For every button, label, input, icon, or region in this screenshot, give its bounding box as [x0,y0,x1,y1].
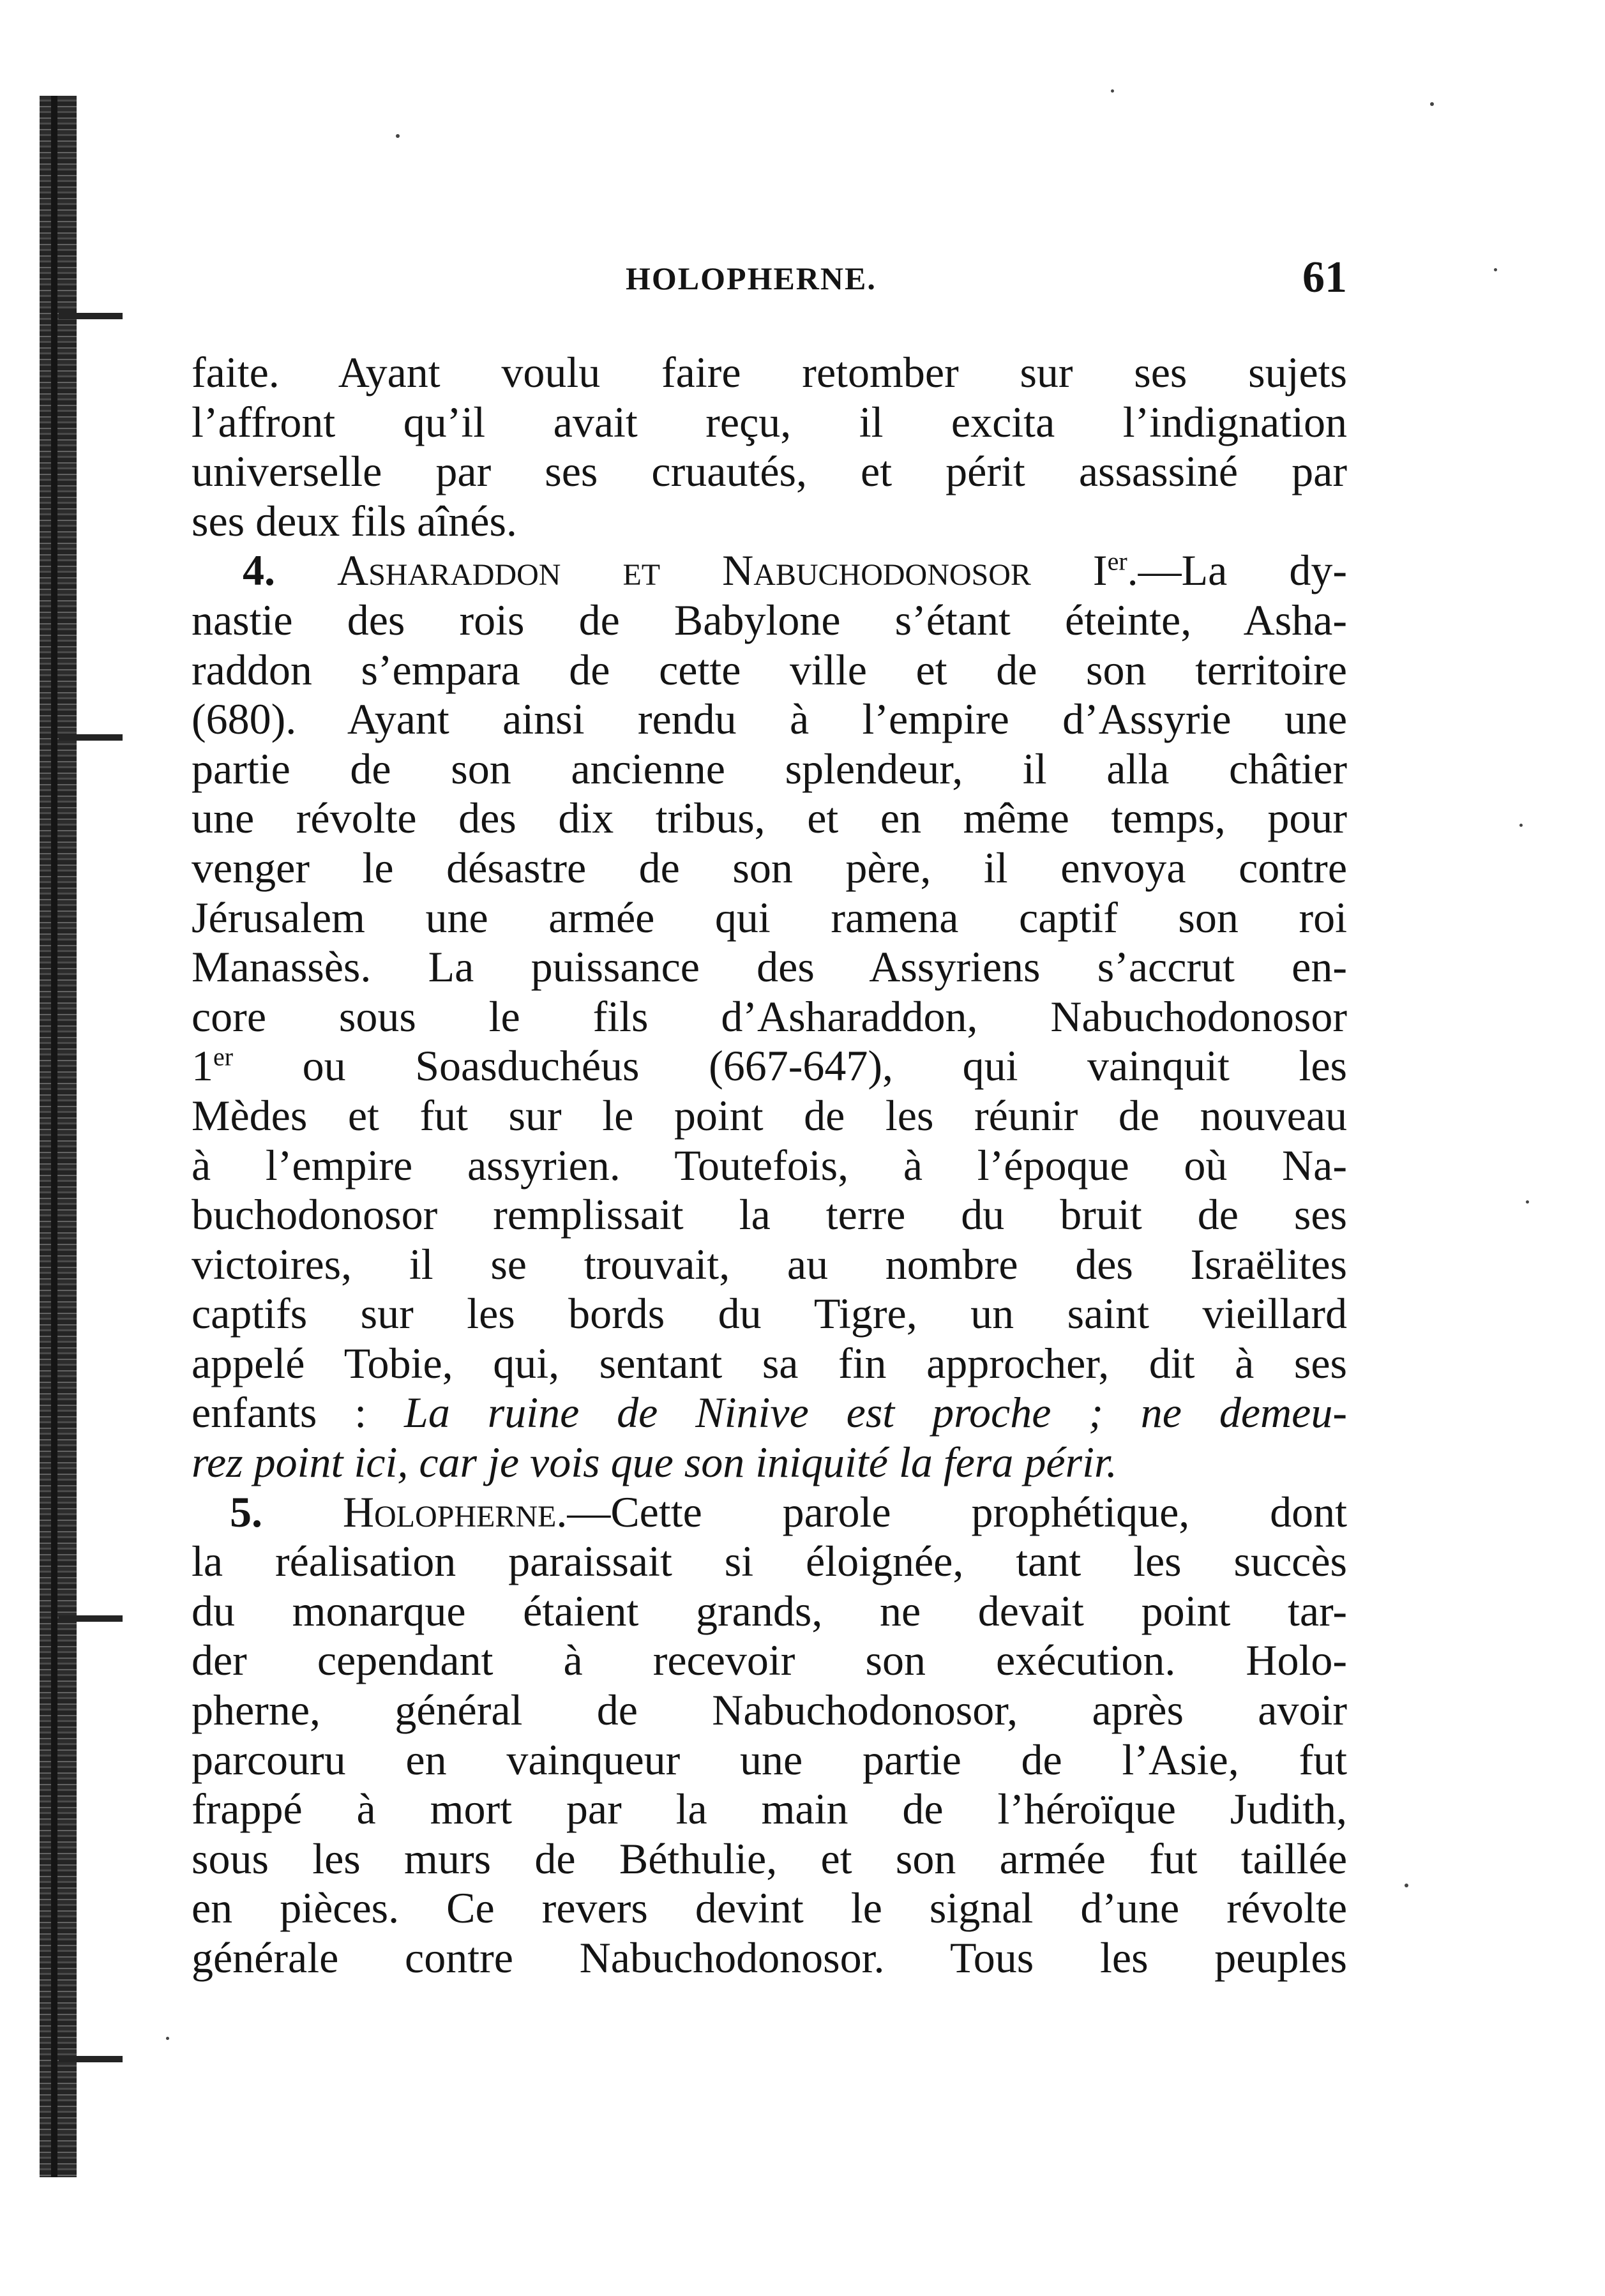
section-number: 4. [243,546,275,595]
text-line [192,1388,1347,1438]
binding-mark [59,313,123,319]
text-line: une révolte des dix tribus, et en même temps, pour [192,794,1347,843]
text-segment: ou Soasduchéus (667-647), qui vainquit les [233,1041,1347,1091]
text-line: générale contre Nabuchodonosor. Tous les peuples [192,1933,1347,1982]
text-line: à l’empire assyrien. Toutefois, à l’époque où Na- [192,1140,1347,1190]
scan-speck [1111,89,1114,93]
text-line: frappé à mort par la main de l’héroïque Judith, [192,1785,1347,1834]
section-lead: .—La dy- [1127,546,1347,595]
binding-edge [40,96,77,2177]
text-line: victoires, il se trouvait, au nombre des Israëlites [192,1239,1347,1288]
text-line: faite. Ayant voulu faire retomber sur ses sujets [192,348,1347,397]
section-title: Asharaddon et Nabuchodonosor I [337,546,1108,595]
running-head: HOLOPHERNE. [626,261,877,296]
scan-speck [1526,1200,1529,1204]
quotation: La ruine de Ninive est proche ; ne demeu- [404,1388,1347,1437]
text-line: universelle par ses cruautés, et périt assassiné par [192,447,1347,496]
text-line: pherne, général de Nabuchodonosor, après avoir [192,1686,1347,1735]
text-line: ses deux fils aînés. [192,496,517,545]
text-line: parcouru en vainqueur une partie de l’Asie, fut [192,1735,1347,1784]
section-lead: .—Cette parole prophétique, dont [556,1487,1348,1536]
text-line: la réalisation paraissait si éloignée, tant les succès [192,1537,1347,1586]
section-title: Holopherne [342,1487,557,1536]
section-number: 5. [230,1487,262,1536]
binding-mark [59,2056,123,2062]
text-line: Mèdes et fut sur le point de les réunir de nouveau [192,1091,1347,1140]
text-line: venger le désastre de son père, il envoya contre [192,843,1347,892]
text-line: core sous le fils d’Asharaddon, Nabuchodonosor [192,992,1347,1041]
text-line [192,1041,1347,1091]
text-line: Jérusalem une armée qui ramena captif son roi [192,893,1347,942]
scan-speck [1430,102,1434,106]
section-5-heading-line [192,1488,1347,1537]
scan-speck [166,2037,169,2040]
text-line: captifs sur les bords du Tigre, un saint vieillard [192,1289,1347,1338]
section-4-heading-line [192,546,1347,596]
binding-mark [59,734,123,741]
text-line: raddon s’empara de cette ville et de son territoire [192,645,1347,694]
quotation: rez point ici, car je vois que son iniquité la fera périr. [192,1438,1117,1487]
page-number: 61 [1302,253,1347,302]
text-line: Manassès. La puissance des Assyriens s’accrut en- [192,942,1347,992]
scan-speck [1519,824,1523,827]
text-line [192,1438,1347,1488]
text-line: partie de son ancienne splendeur, il alla châtier [192,744,1347,793]
text-line: (680). Ayant ainsi rendu à l’empire d’Assyrie une [192,695,1347,744]
text-line: appelé Tobie, qui, sentant sa fin approcher, dit à ses [192,1338,1347,1387]
scan-speck [1494,268,1497,271]
text-line: en pièces. Ce revers devint le signal d’une révolte [192,1884,1347,1933]
superscript: er [1107,547,1127,576]
text-line: l’affront qu’il avait reçu, il excita l’indignation [192,397,1347,446]
body-text [192,348,1347,1983]
page-header [192,252,1347,310]
text-line: nastie des rois de Babylone s’étant éteinte, Asha- [192,595,1347,644]
scan-speck [396,134,400,138]
scan-speck [1405,1884,1408,1887]
text-line: sous les murs de Béthulie, et son armée fut taillée [192,1834,1347,1883]
binding-mark [59,1615,123,1622]
text-line: der cependant à recevoir son exécution. Holo- [192,1636,1347,1685]
ordinal: 1 [192,1041,213,1091]
text-line: du monarque étaient grands, ne devait point tar- [192,1586,1347,1635]
text-line: buchodonosor remplissait la terre du bruit de ses [192,1190,1347,1239]
superscript: er [213,1042,234,1071]
text-segment: enfants : [192,1388,405,1437]
